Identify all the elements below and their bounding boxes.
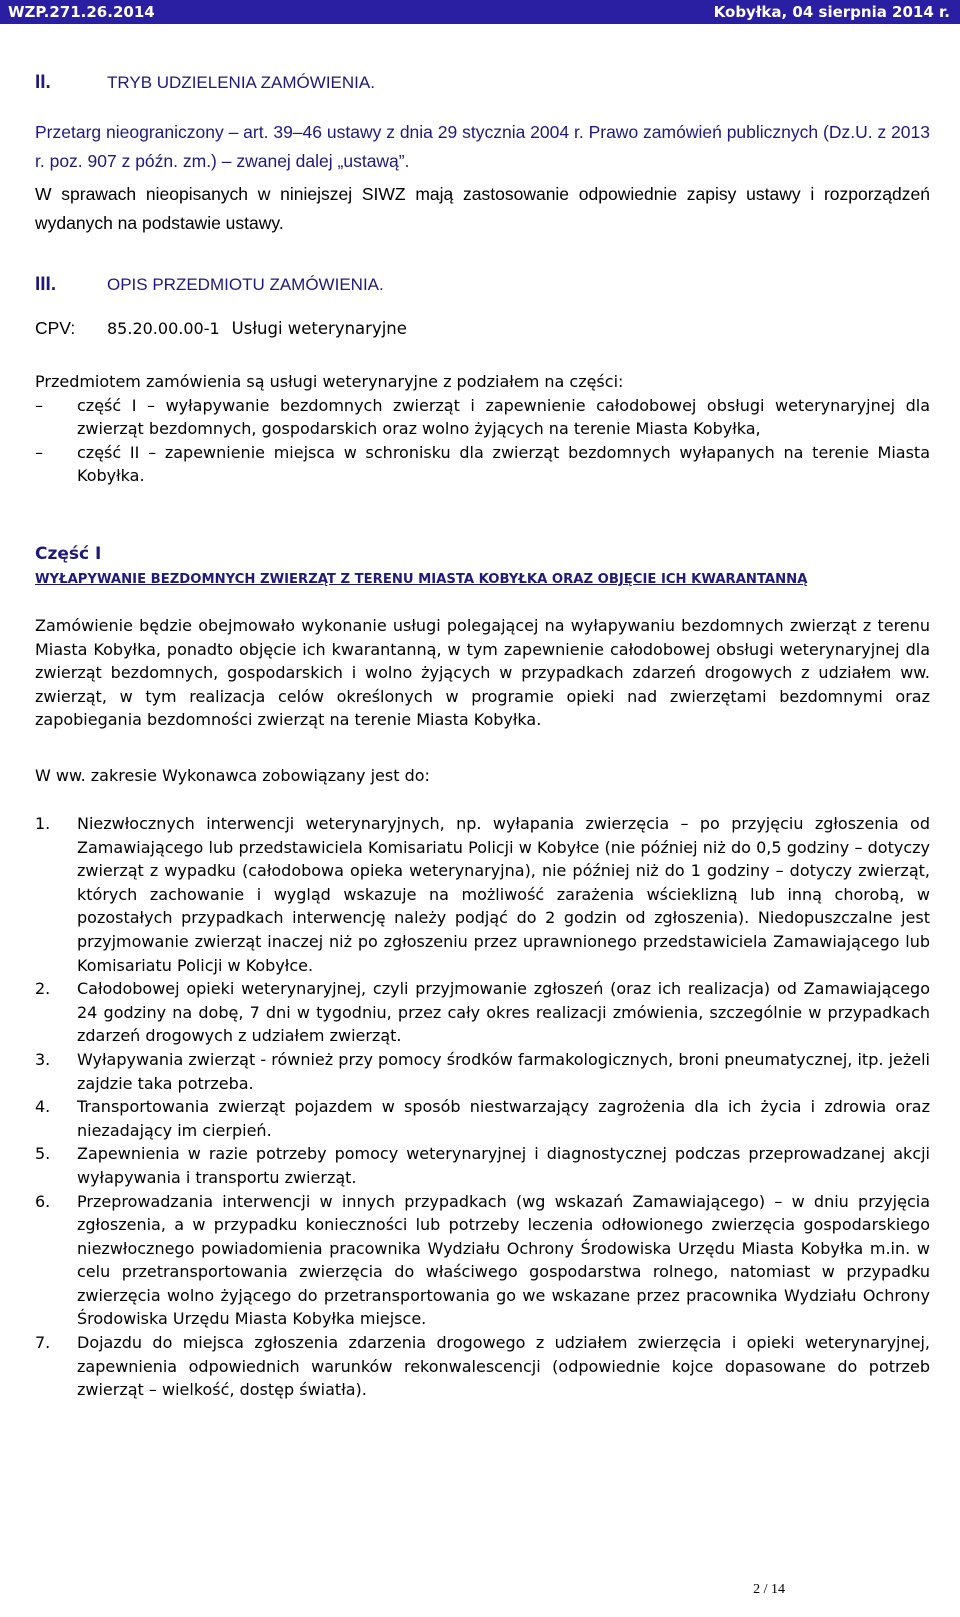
section-heading-2	[35, 72, 375, 94]
cpv-label: CPV:	[35, 318, 76, 338]
item-number: 5.	[35, 1144, 51, 1164]
intro-paragraph-2: W sprawach nieopisanych w niniejszej SIWZ mają zastosowanie odpowiednie zapisy ustawy i rozporządzeń wydanych na podstawie ustawy.	[35, 184, 930, 233]
item-text: Niezwłocznych interwencji weterynaryjnych, np. wyłapania zwierzęcia – po przyjęciu zgłoszenia od Zamawiającego lub przedstawiciela Komisariatu Policji w Kobyłce (nie później niż do 0,5 godziny – dotyczy zwierząt z wypadku (całodobowa opieka weterynaryjna), nie później niż do 1 godziny – dotyczy zwierząt, których zachowanie i wygląd wskazuje na możliwość zarażenia wścieklizną lub inną chorobą, w pozostałych przypadkach interwencję należy podjąć do 2 godzin od zgłoszenia). Niedopuszczalne jest przyjmowanie zwierząt inaczej niż po zgłoszeniu przez uprawnionego przedstawiciela Zamawiającego lub Komisariatu Policji w Kobyłce.	[77, 814, 930, 975]
section-heading-3	[35, 274, 384, 296]
item-text: Wyłapywania zwierząt - również przy pomocy środków farmakologicznych, broni pneumatycznej, itp. jeżeli zajdzie taka potrzeba.	[77, 1049, 930, 1093]
list-item	[35, 1331, 930, 1402]
obligations-list	[35, 812, 930, 1402]
item-number: 1.	[35, 814, 51, 833]
cpv-code: 85.20.00.00-1	[107, 319, 220, 338]
item-number: 2.	[35, 979, 51, 999]
section-title: TRYB UDZIELENIA ZAMÓWIENIA.	[107, 73, 375, 92]
document-reference: WZP.271.26.2014	[8, 3, 155, 21]
section-number: III.	[35, 274, 57, 295]
list-item	[35, 441, 930, 488]
list-item	[35, 977, 930, 1048]
section-title: OPIS PRZEDMIOTU ZAMÓWIENIA.	[107, 275, 384, 294]
document-header	[0, 0, 960, 24]
subject-block	[35, 370, 930, 488]
item-text: Transportowania zwierząt pojazdem w sposób niestwarzający zagrożenia dla ich życia i zdrowia oraz niezadający im cierpień.	[77, 1097, 930, 1140]
list-item	[35, 394, 930, 441]
item-number: 6.	[35, 1191, 51, 1211]
section-number: II.	[35, 72, 51, 93]
item-text: Dojazdu do miejsca zgłoszenia zdarzenia drogowego z udziałem zwierzęcia i opieki weterynaryjnej, zapewnienia odpowiednich warunków rekonwalescencji (odpowiednie kojce dopasowane do potrzeb zwierząt – wielkość, dostęp światła).	[77, 1333, 930, 1400]
list-item-text: część II – zapewnienie miejsca w schronisku dla zwierząt bezdomnych wyłapanych na terenie Miasta Kobyłka.	[77, 442, 930, 485]
list-item	[35, 812, 930, 977]
obligations-lead: W ww. zakresie Wykonawca zobowiązany jest do:	[35, 766, 430, 785]
part-subtitle: WYŁAPYWANIE BEZDOMNYCH ZWIERZĄT Z TERENU MIASTA KOBYŁKA ORAZ OBJĘCIE ICH KWARANTANNĄ	[35, 572, 808, 587]
item-number: 4.	[35, 1097, 51, 1117]
intro-paragraph-1: Przetarg nieograniczony – art. 39–46 ustawy z dnia 29 stycznia 2004 r. Prawo zamówień publicznych (Dz.U. z 2013 r. poz. 907 z późn. zm.) – zwanej dalej „ustawą”.	[35, 122, 930, 171]
part-description: Zamówienie będzie obejmowało wykonanie usługi polegającej na wyłapywaniu bezdomnych zwierząt z terenu Miasta Kobyłka, ponadto objęcie ich kwarantanną, w tym zapewnienie całodobowej obsługi weterynaryjnej dla zwierząt bezdomnych, gospodarskich i wolno żyjących w przypadkach zdarzeń drogowych z udziałem ww. zwierząt, w tym realizacja celów określonych w programie opieki nad zwierzętami bezdomnymi oraz zapobiegania bezdomności zwierząt na terenie Miasta Kobyłka.	[35, 616, 930, 730]
item-text: Zapewnienia w razie potrzeby pomocy weterynaryjnej i diagnostycznej podczas przeprowadzanej akcji wyłapywania i transportu zwierząt.	[77, 1144, 930, 1187]
dash-bullet: –	[35, 442, 43, 462]
dash-bullet: –	[35, 395, 43, 415]
page-number: 2 / 14	[753, 1582, 785, 1597]
list-item-text: część I – wyłapywanie bezdomnych zwierząt i zapewnienie całodobowej obsługi weterynaryjnej dla zwierząt bezdomnych, gospodarskich oraz wolno żyjących na terenie Miasta Kobyłka,	[77, 395, 930, 438]
subject-lead: Przedmiotem zamówienia są usługi weterynaryjne z podziałem na części:	[35, 372, 624, 391]
list-item	[35, 1142, 930, 1189]
list-item	[35, 1190, 930, 1332]
list-item	[35, 1095, 930, 1142]
list-item	[35, 1048, 930, 1095]
document-date: Kobyłka, 04 sierpnia 2014 r.	[713, 3, 950, 21]
cpv-line	[35, 318, 407, 339]
part-heading: Część I	[35, 544, 102, 564]
item-number: 7.	[35, 1333, 51, 1353]
item-text: Całodobowej opieki weterynaryjnej, czyli przyjmowanie zgłoszeń (oraz ich realizacja) od Zamawiającego 24 godziny na dobę, 7 dni w tygodniu, przez cały okres realizacji zmówienia, szczególnie w przypadkach zdarzeń drogowych z udziałem zwierząt.	[77, 979, 930, 1046]
cpv-description: Usługi weterynaryjne	[231, 319, 407, 338]
item-text: Przeprowadzania interwencji w innych przypadkach (wg wskazań Zamawiającego) – w dniu przyjęcia zgłoszenia, a w przypadku konieczności lub potrzeby leczenia odłowionego zwierzęcia gospodarskiego niezwłocznego powiadomienia pracownika Wydziału Ochrony Środowiska Urzędu Miasta Kobyłka m.in. w celu przetransportowania zwierzęcia do właściwego gospodarstwa rolnego, natomiast w przypadku zwierzęcia wolno żyjącego do przetransportowania go we wskazane przez pracownika Wydziału Ochrony Środowiska Urzędu Miasta Kobyłka miejsce.	[77, 1191, 930, 1329]
item-number: 3.	[35, 1049, 51, 1069]
